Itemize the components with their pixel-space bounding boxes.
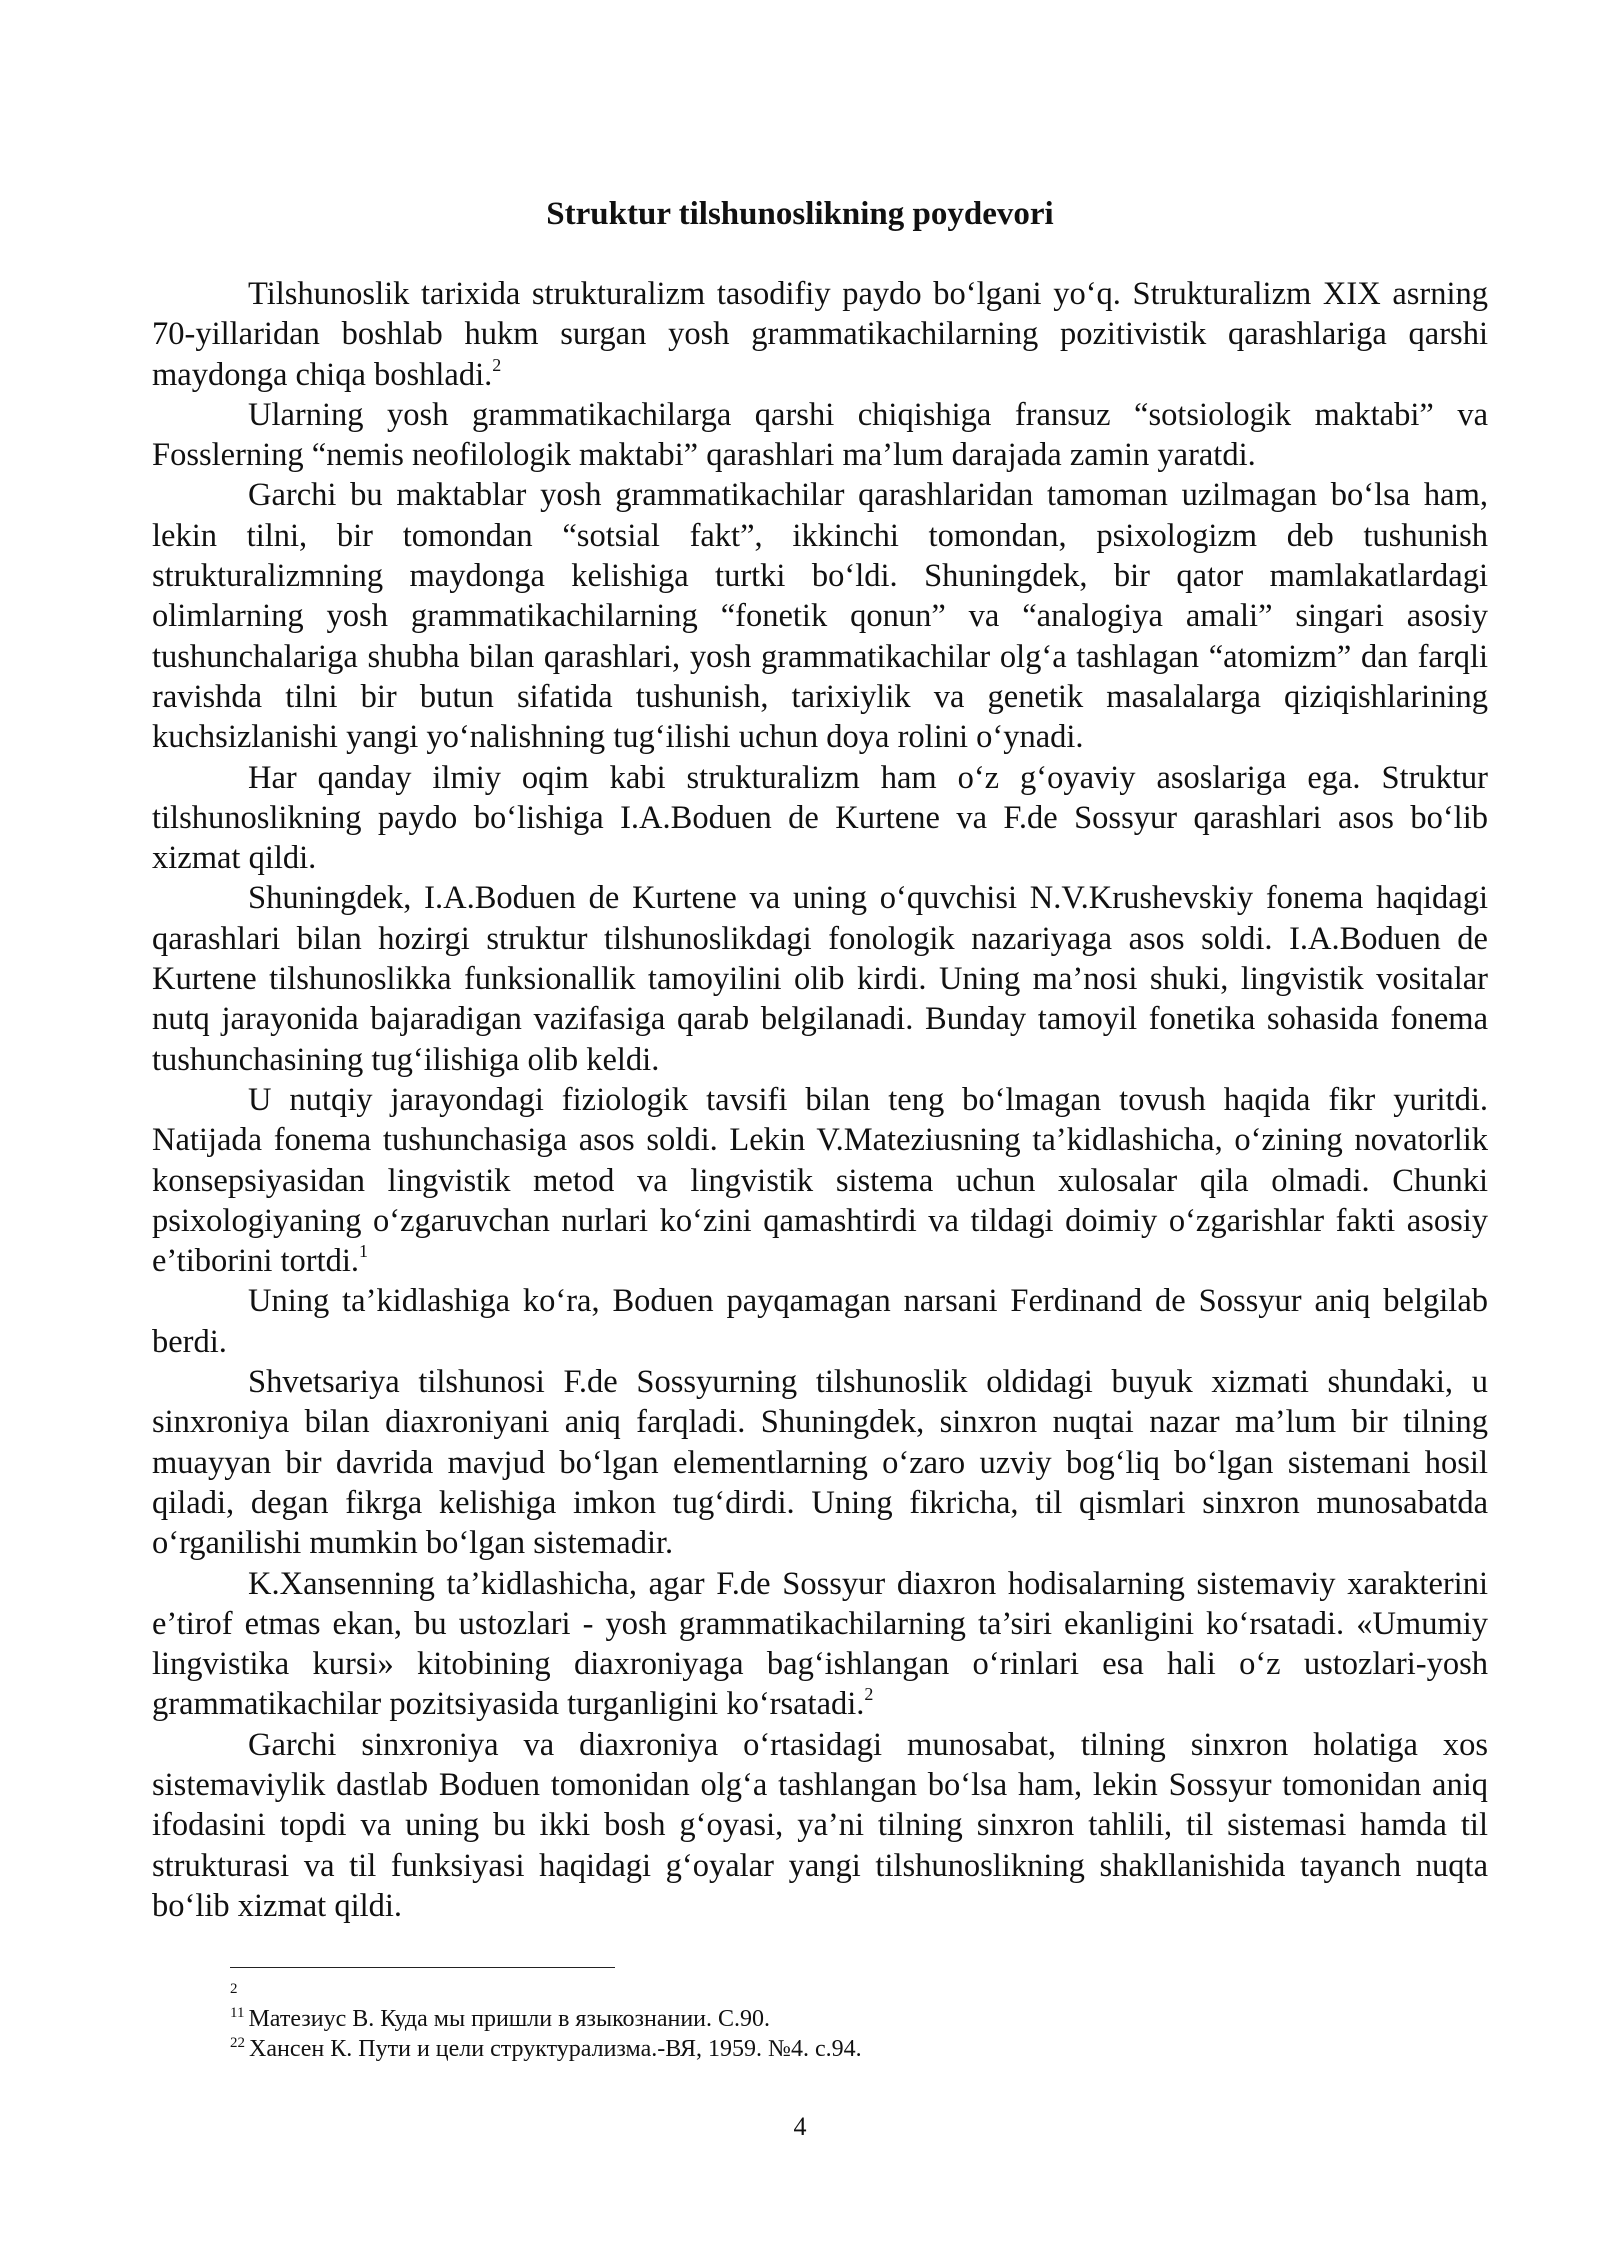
- footnote: [230, 2034, 1430, 2064]
- paragraph: [152, 1362, 1488, 1563]
- paragraph-text: U nutqiy jarayondagi fiziologik tavsifi bilan teng bo‘lmagan tovush haqida fikr yuritdi. Natijada fonema tushunchasiga asos soldi. Lekin V.Mateziusning ta’kidlashicha, o‘zining novatorlik konsepsiyasidan lingvistik metod va lingvistik sistema uchun xulosalar qila olmadi. Chunki psixologiyaning o‘zgaruvchan nurlari ko‘zini qamashtirdi va tildagi doimiy o‘zgarishlar fakti asosiy e’tiborini tortdi.: [152, 1081, 1488, 1280]
- footnote-mark: 2: [230, 1981, 238, 1997]
- paragraph: [152, 1281, 1488, 1362]
- footnote-number: 22: [230, 2035, 245, 2051]
- paragraph: [152, 1725, 1488, 1926]
- paragraph: [152, 1080, 1488, 1281]
- paragraph: [152, 1564, 1488, 1725]
- paragraph-text: Garchi sinxroniya va diaxroniya o‘rtasidagi munosabat, tilning sinxron holatiga xos sistemaviylik dastlab Boduen tomonidan olg‘a tashlangan bo‘lsa ham, lekin Sossyur tomonidan aniq ifodasini topdi va uning bu ikki bosh g‘oyasi, ya’ni tilning sinxron tahlili, til sistemasi hamda til strukturasi va til funksiyasi haqidagi g‘oyalar yangi tilshunoslikning shakllanishida tayanch nuqta bo‘lib xizmat qildi.: [152, 1726, 1488, 1924]
- page-title: Struktur tilshunoslikning poydevori: [546, 196, 1054, 232]
- paragraph-text: Har qanday ilmiy oqim kabi strukturalizm ham o‘z g‘oyaviy asoslariga ega. Struktur tilshunoslikning paydo bo‘lishiga I.A.Boduen de Kurtene va F.de Sossyur qarashlari asos bo‘lib xizmat qildi.: [152, 759, 1488, 877]
- footnote-reference: 2: [864, 1684, 874, 1705]
- paragraph-text: Ularning yosh grammatikachilarga qarshi chiqishiga fransuz “sotsiologik maktabi” va Fosslerning “nemis neofilologik maktabi” qarashlari ma’lum darajada zamin yaratdi.: [152, 396, 1488, 474]
- paragraph: [152, 475, 1488, 757]
- paragraph: [152, 395, 1488, 476]
- paragraph-text: Garchi bu maktablar yosh grammatikachilar qarashlaridan tamoman uzilmagan bo‘lsa ham, lekin tilni, bir tomondan “sotsial fakt”, ikkinchi tomondan, psixologizm deb tushunish strukturalizmning maydonga kelishiga turtki bo‘ldi. Shuningdek, bir qator mamlakatlardagi olimlarning yosh grammatikachilarning “fonetik qonun” va “analogiya amali” singari asosiy tushunchalariga shubha bilan qarashlari, yosh grammatikachilar olg‘a tashlagan “atomizm” dan farqli ravishda tilni bir butun sifatida tushunish, tarixiylik va genetik masalalarga qiziqishlarining kuchsizlanishi yangi yo‘nalishning tug‘ilishi uchun doya rolini o‘ynadi.: [152, 477, 1488, 756]
- footnote-reference: 2: [492, 354, 502, 375]
- paragraph-text: Uning ta’kidlashiga ko‘ra, Boduen payqamagan narsani Ferdinand de Sossyur aniq belgilab berdi.: [152, 1283, 1488, 1360]
- paragraph-text: K.Xansenning ta’kidlashicha, agar F.de Sossyur diaxron hodisalarning sistemaviy xarakterini e’tirof etmas ekan, bu ustozlari - yosh grammatikachilarning ta’siri ekanligini ko‘rsatadi. «Umumiy lingvistika kursi» kitobining diaxroniyaga bag‘ishlangan o‘rinlari esa hali o‘z ustozlari-yosh grammatikachilar pozitsiyasida turganligini ko‘rsatadi.: [152, 1565, 1488, 1723]
- footnote-text: Хансен К. Пути и цели структурализма.-ВЯ, 1959. №4. с.94.: [249, 2036, 862, 2062]
- footnote-number: 11: [230, 2005, 245, 2021]
- footnote: [230, 2004, 1430, 2034]
- paragraph: [152, 274, 1488, 395]
- body-text: [152, 274, 1488, 1926]
- footnote-reference: 1: [359, 1241, 369, 1262]
- footnotes: [230, 1978, 1430, 2064]
- paragraph: [152, 758, 1488, 879]
- paragraph-text: Shuningdek, I.A.Boduen de Kurtene va uning o‘quvchisi N.V.Krushevskiy fonema haqidagi qarashlari bilan hozirgi struktur tilshunoslikdagi fonologik nazariyaga asos soldi. I.A.Boduen de Kurtene tilshunoslikka funksionallik tamoyilini olib kirdi. Uning ma’nosi shuki, lingvistik vositalar nutq jarayonida bajaradigan vazifasiga qarab belgilanadi. Bunday tamoyil fonetika sohasida fonema tushunchasining tug‘ilishiga olib keldi.: [152, 880, 1488, 1078]
- paragraph-text: Tilshunoslik tarixida strukturalizm tasodifiy paydo bo‘lgani yo‘q. Strukturalizm XIX asrning 70-yillaridan boshlab hukm surgan yosh grammatikachilarning pozitivistik qarashlariga qarshi maydonga chiqa boshladi.: [152, 276, 1488, 393]
- footnote-text: Матезиус В. Куда мы пришли в языкознании. С.90.: [248, 2006, 771, 2032]
- footnote-separator: [230, 1967, 615, 1968]
- paragraph-text: Shvetsariya tilshunosi F.de Sossyurning tilshunoslik oldidagi buyuk xizmati shundaki, u sinxroniya bilan diaxroniyani aniq farqladi. Shuningdek, sinxron nuqtai nazar ma’lum bir tilning muayyan bir davrida mavjud bo‘lgan elementlarning o‘zaro uzviy bog‘liq bo‘lgan sistemani hosil qiladi, degan fikrga kelishiga imkon tug‘dirdi. Uning fikricha, til qismlari sinxron munosabatda o‘rganilishi mumkin bo‘lgan sistemadir.: [152, 1364, 1488, 1562]
- paragraph: [152, 878, 1488, 1079]
- page-number: 4: [793, 2112, 807, 2141]
